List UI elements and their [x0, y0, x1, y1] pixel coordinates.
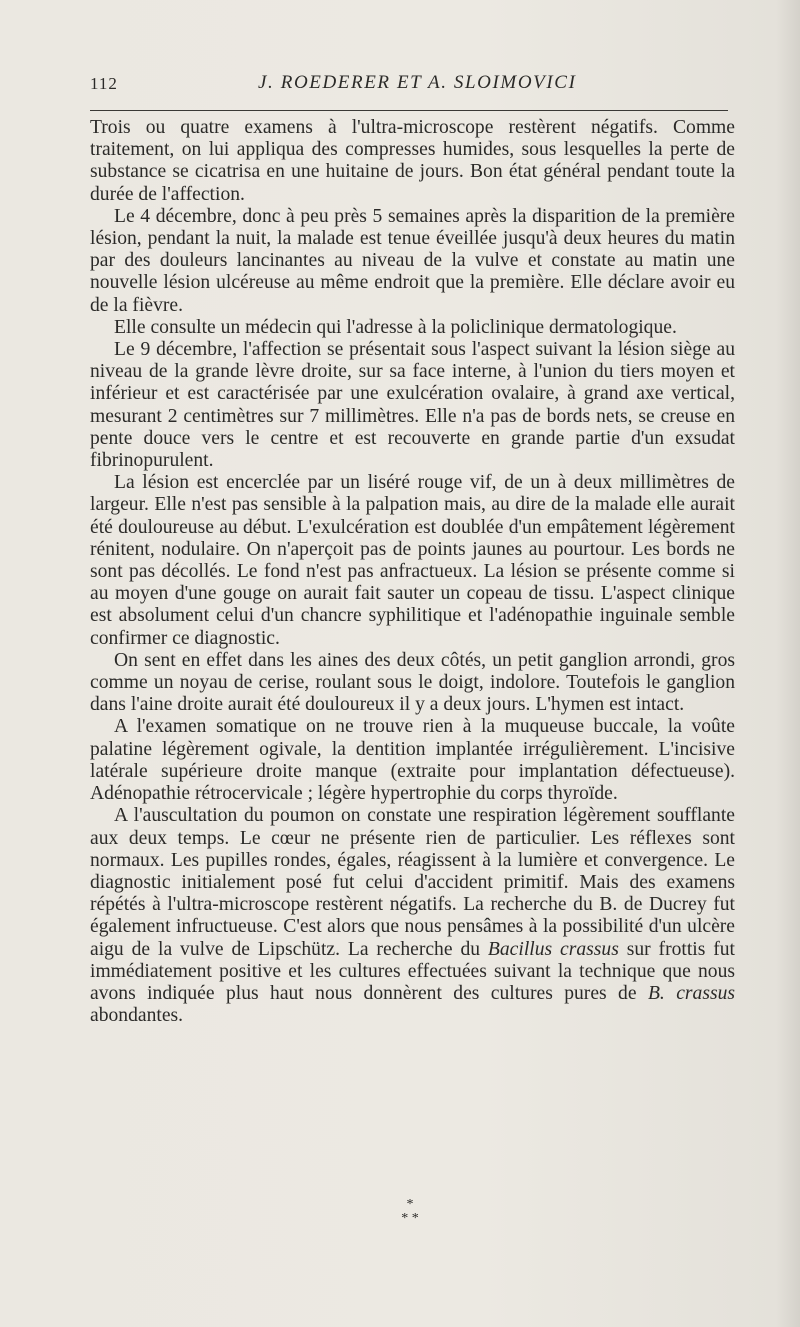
paragraph-8-text-a: A l'auscultation du poumon on constate une respiration légèrement soufflante aux deux temps. Le cœur ne présente rien de particulier. Les réflexes sont normaux. Les pupilles rondes, égales, réagissent à la lumière et convergence. Le diagnostic initialement posé fut celui d'accident primitif. Mais des examens répétés à l'ultra-microscope restèrent négatifs. La recherche du B. de Ducrey fut également infructueuse. C'est alors que nous pensâmes à la possibilité d'un ulcère aigu de la vulve de Lipschütz. La recherche du — [90, 805, 735, 960]
paragraph-7: A l'examen somatique on ne trouve rien à la muqueuse buccale, la voûte palatine légèrement ogivale, la dentition implantée irrégulièrement. L'incisive latérale supérieure droite manque (extraite pour implantation défectueuse). Adénopathie rétrocervicale ; légère hypertrophie du corps thyroïde. — [90, 716, 735, 805]
paragraph-6: On sent en effet dans les aines des deux côtés, un petit ganglion arrondi, gros comme un noyau de cerise, roulant sous le doigt, indolore. Toutefois le ganglion dans l'aine droite aurait été douloureux il y a deux jours. L'hymen est intact. — [90, 649, 735, 716]
paragraph-8-text-c: abondantes. — [90, 1005, 184, 1027]
paragraph-3: Elle consulte un médecin qui l'adresse à la policlinique dermatologique. — [114, 316, 677, 338]
header-rule — [90, 110, 728, 111]
running-head: J. ROEDERER ET A. SLOIMOVICI — [258, 72, 577, 93]
paragraph-4: Le 9 décembre, l'affection se présentait sous l'aspect suivant la lésion siège au niveau de la grande lèvre droite, sur sa face interne, à l'union du tiers moyen et inférieur et est caractérisée par une exulcération ovalaire, à grand axe vertical, mesurant 2 centimètres sur 7 millimètres. Elle n'a pas de bords nets, se creuse en pente douce vers le centre et est recouverte en grande partie d'un exsudat fibrinopurulent. — [90, 339, 735, 472]
paragraph-5: La lésion est encerclée par un liséré rouge vif, de un à deux millimètres de largeur. Elle n'est pas sensible à la palpation mais, au dire de la malade elle aurait été douloureuse au début. L'exulcération est doublée d'un empâtement légèrement rénitent, nodulaire. On n'aperçoit pas de points jaunes au pourtour. Les bords ne sont pas décollés. Le fond n'est pas anfractueux. La lésion se présente comme si au moyen d'une gouge on aurait fait sauter un copeau de tissu. L'aspect clinique est absolument celui d'un chancre syphilitique et l'adénopathie inguinale semble confirmer ce diagnostic. — [90, 472, 735, 649]
paragraph-2: Le 4 décembre, donc à peu près 5 semaines après la disparition de la première lésion, pendant la nuit, la malade est tenue éveillée jusqu'à deux heures du matin par des douleurs lancinantes au niveau de la vulve et constate au matin une nouvelle lésion ulcéreuse au même endroit que la première. Elle déclare avoir eu de la fièvre. — [90, 205, 735, 316]
italic-species-name: Bacillus crassus — [487, 938, 619, 960]
section-ornament — [0, 1198, 800, 1226]
paragraph-8-text-b: sur frottis fut immédiatement positive et les cultures effectuées suivant la technique que nous avons indiquée plus haut nous donnèrent des cultures pures de — [90, 938, 736, 1004]
page-number: 112 — [90, 74, 118, 93]
italic-species-abbrev: B. crassus — [647, 982, 735, 1004]
ornament-star-top: * — [406, 1197, 414, 1212]
body-text — [90, 117, 735, 1027]
ornament-stars-bottom: * * — [401, 1211, 419, 1226]
page-header — [90, 74, 730, 102]
paragraph-8 — [90, 805, 735, 1027]
paragraph-1: Trois ou quatre examens à l'ultra-microscope restèrent négatifs. Comme traitement, on lui appliqua des compresses humides, sous lesquelles la perte de substance se cicatrisa en une huitaine de jours. Bon état général pendant toute la durée de l'affection. — [90, 117, 735, 205]
